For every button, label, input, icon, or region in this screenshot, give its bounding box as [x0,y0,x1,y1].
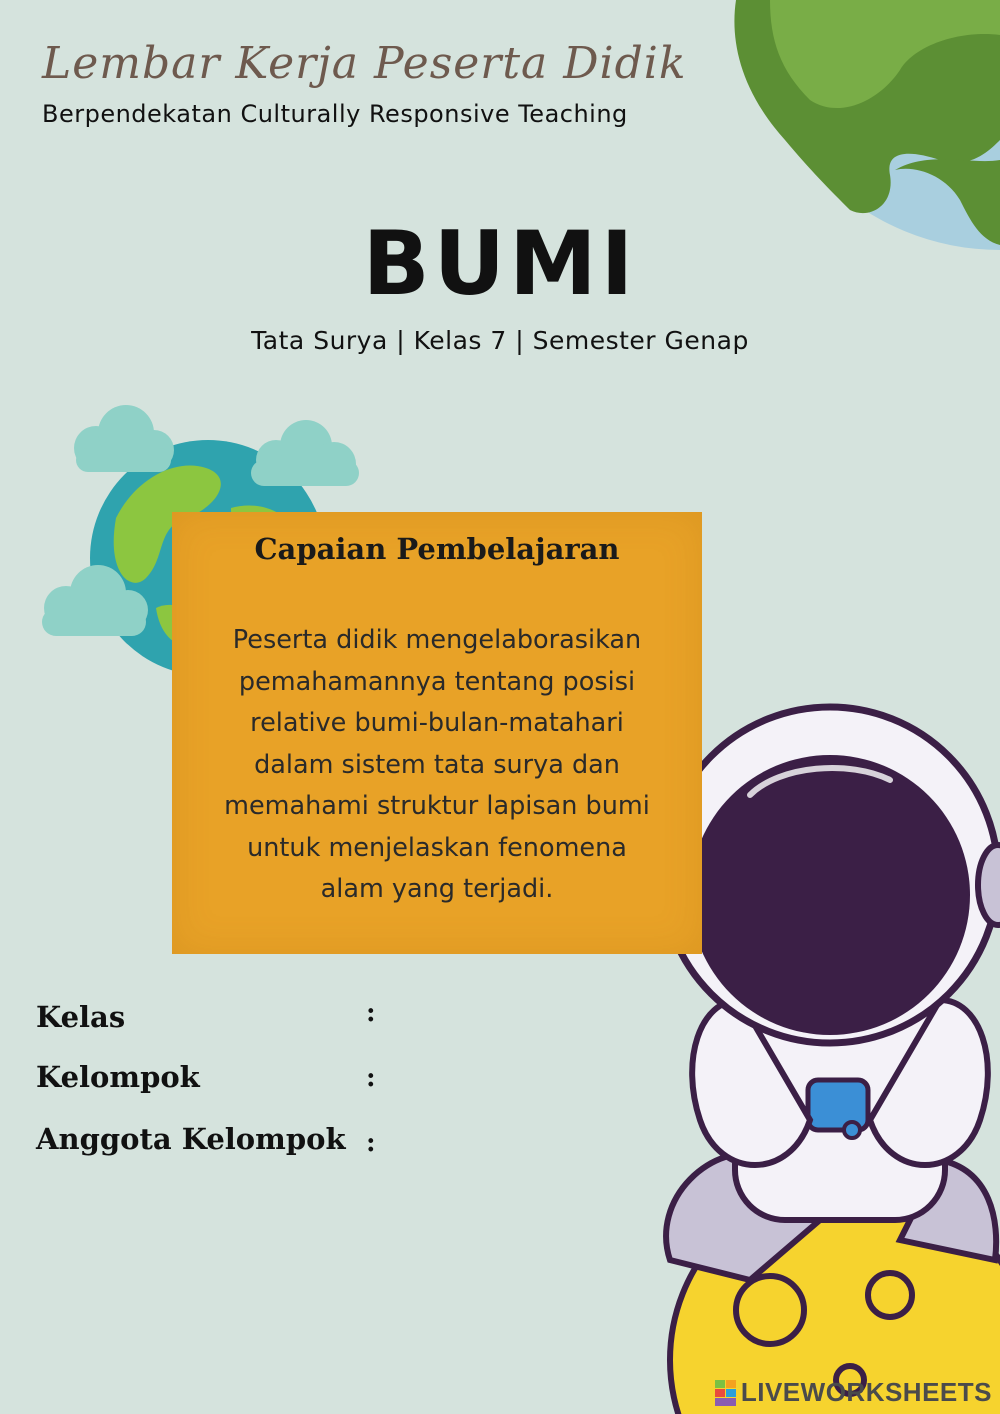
capaian-heading: Capaian Pembelajaran [254,532,620,566]
capaian-line: dalam sistem tata surya dan [254,749,620,780]
capaian-box [172,512,702,954]
capaian-line: untuk menjelaskan fenomena [247,832,627,863]
watermark [715,1377,992,1408]
form-colon: : [366,1063,376,1093]
capaian-line: alam yang terjadi. [320,874,554,904]
capaian-line: relative bumi-bulan-matahari [250,708,624,738]
page-title: BUMI [362,212,638,315]
form-label-kelas: Kelas [36,1000,126,1034]
capaian-text [190,620,684,911]
capaian-line: memahami struktur lapisan bumi [224,791,650,821]
course-meta: Tata Surya | Kelas 7 | Semester Genap [251,326,749,355]
document-subtitle: Berpendekatan Culturally Responsive Teaching [42,100,628,128]
watermark-text: LIVEWORKSHEETS [740,1377,992,1407]
form-label-kelompok: Kelompok [36,1060,200,1094]
form-label-anggota: Anggota Kelompok [36,1122,346,1156]
capaian-line: Peserta didik mengelaborasikan [232,625,642,655]
form-colon: : [366,1128,376,1158]
document-title: Lembar Kerja Peserta Didik [42,38,687,89]
form-colon: : [366,998,376,1028]
capaian-line: pemahamannya tentang posisi [238,666,636,697]
liveworksheets-logo-icon [715,1380,737,1406]
